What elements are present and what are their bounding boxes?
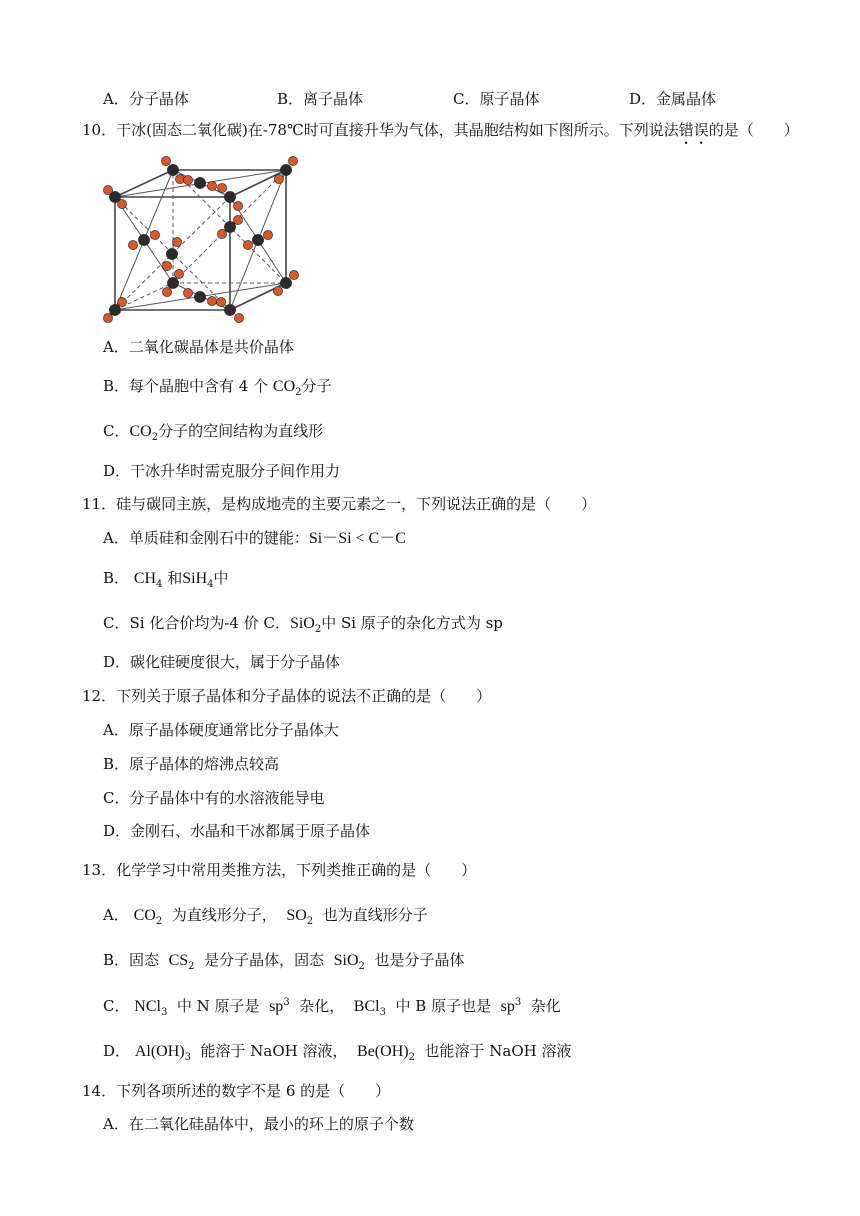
q11-option-a: A．单质硅和金刚石中的键能：Si－Si < C－C bbox=[103, 529, 406, 547]
oxygen-atom-6 bbox=[174, 269, 183, 278]
carbon-atom-1 bbox=[280, 164, 291, 175]
q11-stem: 11．硅与碳同主族，是构成地壳的主要元素之一，下列说法正确的是（ ） bbox=[82, 495, 597, 513]
oxygen-atom-16 bbox=[289, 270, 298, 279]
oxygen-atom-22 bbox=[233, 201, 242, 210]
q10-option-d: D．干冰升华时需克服分子间作用力 bbox=[103, 462, 341, 480]
carbon-atom-9 bbox=[194, 291, 205, 302]
q11-option-b: B． $CH_4$ 和SiH$_4$中 bbox=[103, 569, 229, 590]
oxygen-atom-1 bbox=[161, 156, 170, 165]
oxygen-atom-9 bbox=[233, 215, 242, 224]
carbon-atom-3 bbox=[167, 277, 178, 288]
q12-option-b: B．原子晶体的熔沸点较高 bbox=[103, 755, 280, 773]
q9-option-a: A．分子晶体 bbox=[103, 90, 189, 108]
oxygen-atom-27 bbox=[216, 297, 225, 306]
carbon-atom-6 bbox=[166, 248, 177, 259]
oxygen-atom-14 bbox=[243, 240, 252, 249]
carbon-atom-12 bbox=[109, 304, 120, 315]
q9-option-d: D．金属晶体 bbox=[629, 90, 717, 108]
q10-option-b: B．每个晶胞中含有 4 个 $CO_2$分子 bbox=[103, 377, 332, 398]
q13-option-c: C． NCl$_3$ 中 N 原子是 $sp^3$ 杂化， BCl$_3$ 中 B 原子也是 $sp^3$ 杂化 bbox=[103, 997, 561, 1018]
q13-option-d: D． $Al(OH)_3$ 能溶于 NaOH 溶液， $Be(OH)_2$ 也能溶于 NaOH 溶液 bbox=[103, 1042, 572, 1063]
carbon-atom-11 bbox=[224, 191, 235, 202]
oxygen-atom-7 bbox=[162, 287, 171, 296]
oxygen-atom-18 bbox=[207, 296, 216, 305]
oxygen-atom-4 bbox=[207, 181, 216, 190]
q13-option-a: A． $CO_2$ 为直线形分子， $SO_2$ 也为直线形分子 bbox=[103, 906, 428, 927]
q11-option-d: D．碳化硅硬度很大，属于分子晶体 bbox=[103, 653, 341, 671]
q9-option-b: B．离子晶体 bbox=[277, 90, 364, 108]
q10-stem: 10．干冰(固态二氧化碳)在-78℃时可直接升华为气体，其晶胞结构如下图所示。下列说法错误的是（ ） bbox=[82, 121, 799, 139]
oxygen-atom-26 bbox=[234, 313, 243, 322]
oxygen-atom-19 bbox=[183, 288, 192, 297]
carbon-atom-0 bbox=[167, 164, 178, 175]
oxygen-atom-17 bbox=[273, 286, 282, 295]
q10-option-a: A．二氧化碳晶体是共价晶体 bbox=[103, 338, 294, 356]
carbon-atom-5 bbox=[138, 234, 149, 245]
oxygen-atom-5 bbox=[183, 175, 192, 184]
oxygen-atom-15 bbox=[263, 230, 272, 239]
q14-stem: 14．下列各项所述的数字不是 6 的是（ ） bbox=[82, 1082, 391, 1100]
carbon-atom-4 bbox=[224, 221, 235, 232]
oxygen-atom-24 bbox=[103, 313, 112, 322]
oxygen-atom-25 bbox=[117, 297, 126, 306]
q12-option-d: D．金刚石、水晶和干冰都属于原子晶体 bbox=[103, 822, 371, 840]
q12-option-a: A．原子晶体硬度通常比分子晶体大 bbox=[103, 721, 339, 739]
q13-stem: 13．化学学习中常用类推方法，下列类推正确的是（ ） bbox=[82, 861, 477, 879]
q12-stem: 12．下列关于原子晶体和分子晶体的说法不正确的是（ ） bbox=[82, 687, 492, 705]
carbon-atom-10 bbox=[109, 191, 120, 202]
oxygen-atom-12 bbox=[162, 261, 171, 270]
carbon-atom-13 bbox=[224, 304, 235, 315]
dry-ice-unit-cell-diagram bbox=[96, 150, 311, 330]
q12-option-c: C．分子晶体中有的水溶液能导电 bbox=[103, 789, 325, 807]
oxygen-atom-2 bbox=[288, 156, 297, 165]
oxygen-atom-11 bbox=[128, 240, 137, 249]
oxygen-atom-8 bbox=[217, 229, 226, 238]
carbon-atom-2 bbox=[194, 177, 205, 188]
q9-option-c: C．原子晶体 bbox=[453, 90, 540, 108]
q10-emphasis: 错误 bbox=[678, 121, 709, 139]
oxygen-atom-3 bbox=[274, 174, 283, 183]
oxygen-atom-23 bbox=[217, 183, 226, 192]
carbon-atom-8 bbox=[280, 277, 291, 288]
oxygen-atom-13 bbox=[172, 237, 181, 246]
carbon-atom-7 bbox=[252, 234, 263, 245]
q14-option-a: A．在二氧化硅晶体中，最小的环上的原子个数 bbox=[103, 1115, 414, 1133]
oxygen-atom-10 bbox=[150, 230, 159, 239]
q13-option-b: B．固态 $CS_2$ 是分子晶体，固态 SiO$_2$ 也是分子晶体 bbox=[103, 951, 465, 972]
q11-option-c: C．Si 化合价均为-4 价 C．SiO$_2$中 Si 原子的杂化方式为 sp bbox=[103, 614, 503, 635]
q10-option-c: C．$CO_2$分子的空间结构为直线形 bbox=[103, 422, 324, 443]
